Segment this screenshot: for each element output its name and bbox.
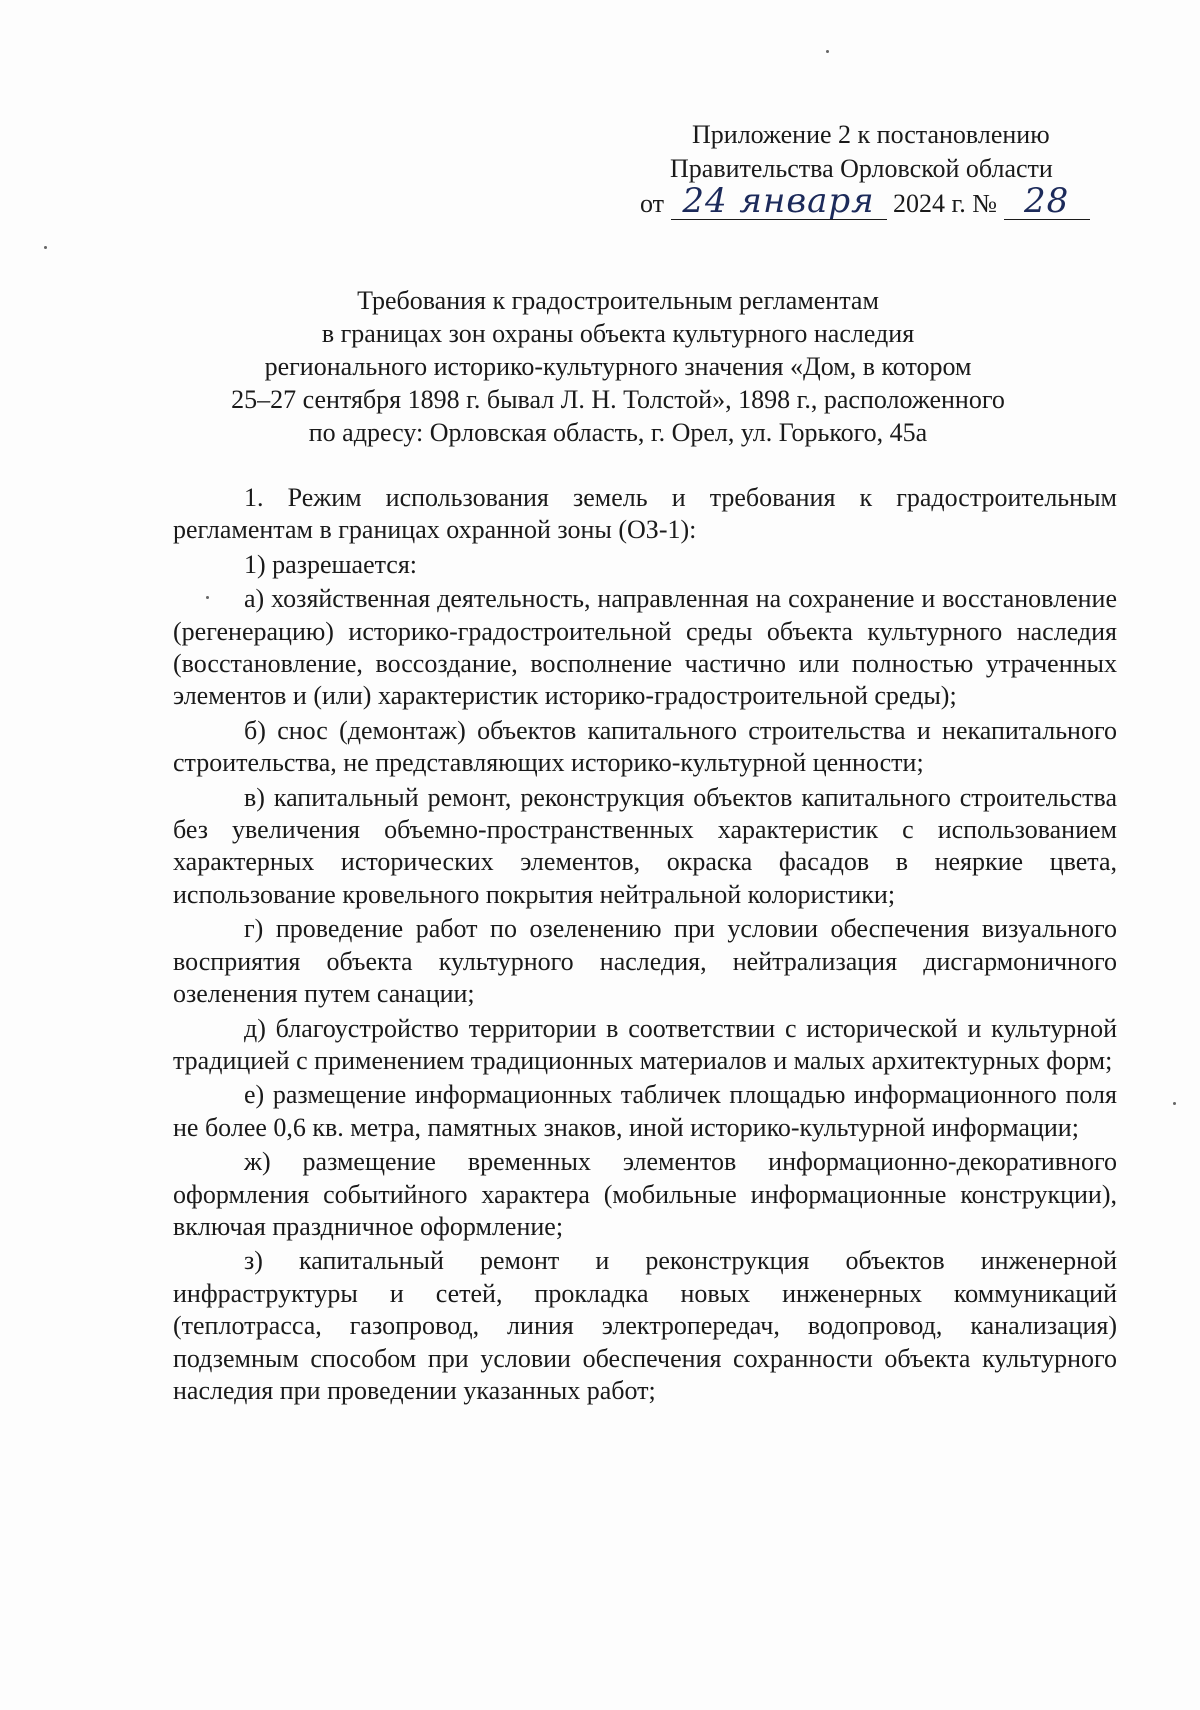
- paragraph-item-g: г) проведение работ по озеленению при условии обеспечения визуального восприятия объекта культурного наследия, нейтрализация дисгармоничного озеленения путем санации;: [173, 914, 1117, 1009]
- paragraph-item-zh: ж) размещение временных элементов информационно-декоративного оформления событийного характера (мобильные информационные конструкции), включая праздничное оформление;: [173, 1147, 1117, 1241]
- document-body: [173, 482, 1117, 1409]
- date-field: [671, 181, 887, 221]
- attachment-header: [640, 118, 1110, 226]
- title-line: по адресу: Орловская область, г. Орел, ул. Горького, 45а: [308, 418, 928, 447]
- title-line: Требования к градостроительным регламентам: [357, 286, 879, 315]
- document-title: [150, 284, 1086, 449]
- paragraph-section-1: 1. Режим использования земель и требования к градостроительным регламентам в границах охранной зоны (ОЗ-1):: [173, 483, 1117, 545]
- paragraph-item-e: е) размещение информационных табличек площадью информационного поля не более 0,6 кв. метра, памятных знаков, иной историко-культурной информации;: [173, 1080, 1117, 1142]
- handwritten-date: 24 января: [682, 181, 875, 221]
- paragraph-item-z: з) капитальный ремонт и реконструкция объектов инженерной инфраструктуры и сетей, прокладка новых инженерных коммуникаций (теплотрасса, газопровод, линия электропередач, водопровод, канализация) подземным способом при условии обеспечения сохранности объекта культурного наследия при проведении указанных работ;: [173, 1246, 1117, 1405]
- handwritten-number: 28: [1023, 181, 1070, 221]
- scan-speck: [44, 246, 47, 249]
- scan-speck: [826, 50, 829, 53]
- paragraph-item-b: б) снос (демонтаж) объектов капитального строительства и некапитального строительства, не представляющих историко-культурной ценности;: [173, 715, 1117, 778]
- paragraph-item-a: а) хозяйственная деятельность, направленная на сохранение и восстановление (регенерацию) историко-градостроительной среды объекта культурного наследия (восстановление, воссоздание, восполнение частично или полностью утраченных элементов и (или) характеристик историко-градостроительной среды);: [173, 584, 1117, 711]
- title-line: регионального историко-культурного значения «Дом, в котором: [264, 352, 972, 381]
- year-text: 2024 г. №: [893, 189, 998, 218]
- paragraph-item-d: д) благоустройство территории в соответствии с исторической и культурной традицией с применением традиционных материалов и малых архитектурных форм;: [173, 1013, 1117, 1075]
- title-line: 25–27 сентября 1898 г. бывал Л. Н. Толстой», 1898 г., расположенного: [231, 385, 1005, 414]
- attachment-line-2: Правительства Орловской области: [670, 154, 1053, 183]
- scan-speck: [1173, 1102, 1176, 1105]
- paragraph-item-v: в) капитальный ремонт, реконструкция объектов капитального строительства без увеличения объемно-пространственных характеристик с использованием характерных исторических элементов, окраска фасадов в неяркие цвета, использование кровельного покрытия нейтральной колористики;: [173, 782, 1117, 909]
- number-field: [1004, 181, 1090, 221]
- paragraph-allowed: 1) разрешается:: [244, 549, 418, 579]
- attachment-line-1: Приложение 2 к постановлению: [692, 120, 1050, 149]
- title-line: в границах зон охраны объекта культурного наследия: [321, 319, 915, 348]
- from-prefix: от: [640, 189, 665, 218]
- attachment-date-line: [640, 181, 1110, 226]
